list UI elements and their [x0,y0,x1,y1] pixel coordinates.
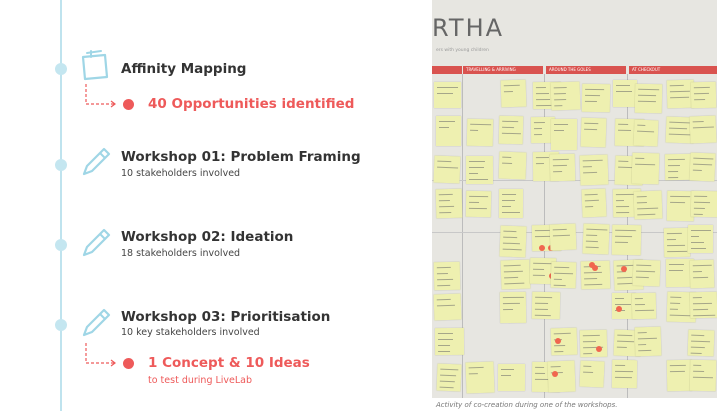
sticky-note [498,364,525,391]
sticky-note [581,118,607,148]
sticky-note [551,119,577,150]
sticky-note [434,82,461,108]
sticky-note [691,82,717,109]
timeline-dot [55,319,67,331]
sticky-note [635,84,663,114]
sticky-note [547,361,575,393]
sticky-note [435,328,464,355]
sticky-note [632,293,656,319]
stage-title-affinity: Affinity Mapping [121,61,247,77]
sticky-note [690,292,717,319]
voting-dot-sticker [555,338,561,344]
timeline-dot [55,239,67,251]
sticky-note [689,115,716,143]
timeline-dot [55,159,67,171]
sticky-note [690,260,715,289]
sticky-note [499,152,527,180]
pencil-icon [78,305,114,341]
sticky-note [582,223,609,254]
sticky-note [689,152,715,181]
sticky-note [632,153,660,185]
sticky-note [499,116,524,145]
sticky-note [433,155,460,183]
sticky-note [613,80,637,107]
timeline-line [60,0,62,411]
workshop-photo [432,0,717,398]
board-band [629,66,717,74]
sticky-note [691,191,717,218]
sticky-note [551,262,577,289]
sticky-note [582,84,610,112]
pencil-icon [78,225,114,261]
voting-dot-sticker [592,265,598,271]
sticky-note [550,81,580,110]
pencil-icon [78,144,114,180]
sticky-note [633,260,661,287]
sticky-note [612,225,642,256]
outcome-concept-subtitle: to test during LiveLab [148,375,253,386]
stage-title-workshop-02: Workshop 02: Ideation [121,229,294,245]
stage-subtitle-workshop-03: 10 key stakeholders involved [121,327,260,338]
board-band-label: AROUND THE GOLES [549,67,591,72]
outcome-marker [123,358,134,369]
voting-dot-sticker [621,266,627,272]
sticky-note [500,292,526,323]
sticky-note [434,294,462,321]
sticky-note [612,360,637,388]
sticky-note [500,259,530,289]
sticky-note [664,228,691,257]
voting-dot-sticker [616,306,622,312]
board-subtitle: ers with young children [436,48,489,53]
voting-dot-sticker [552,371,558,377]
sticky-note [550,224,577,251]
photo-caption: Activity of co-creation during one of the workshops. [436,401,618,409]
sticky-note [465,361,494,393]
sticky-note [466,156,493,184]
timeline-dot [55,63,67,75]
sticky-note [436,189,463,219]
sticky-note-icon [77,47,113,83]
sticky-note [634,191,663,220]
sticky-note [499,225,526,257]
sticky-note [434,262,461,291]
sticky-note [579,155,608,186]
sticky-note [436,364,461,392]
board-band [463,66,543,74]
sticky-note [688,330,715,357]
sticky-note [466,191,491,217]
sticky-note [467,119,494,147]
connector-arrow [84,84,120,110]
board-band [546,66,626,74]
sticky-note [501,80,527,108]
sticky-note [633,120,658,147]
outcome-concept: 1 Concept & 10 Ideas [148,355,310,371]
sticky-note [667,360,692,391]
board-band-label: AT CHECKOUT [632,67,661,72]
outcome-opportunities: 40 Opportunities identified [148,96,355,112]
stage-title-workshop-01: Workshop 01: Problem Framing [121,149,361,165]
sticky-note [532,292,560,319]
stage-subtitle-workshop-02: 18 stakeholders involved [121,248,241,259]
sticky-note [581,189,606,218]
sticky-note [550,154,576,182]
board-band [432,66,462,74]
stage-subtitle-workshop-01: 10 stakeholders involved [121,168,241,179]
voting-dot-sticker [539,245,545,251]
sticky-note [499,189,523,218]
sticky-note [690,360,717,392]
sticky-note [579,360,604,387]
sticky-note [580,330,608,358]
board-band-label: TRAVELLING & ARRIVING [466,67,516,72]
sticky-note [635,327,662,357]
stage-title-workshop-03: Workshop 03: Prioritisation [121,309,331,325]
sticky-note [688,225,713,253]
voting-dot-sticker [596,346,602,352]
connector-arrow [84,343,120,369]
sticky-note [436,116,461,146]
board-title: RTHA [432,14,505,42]
outcome-marker [123,99,134,110]
